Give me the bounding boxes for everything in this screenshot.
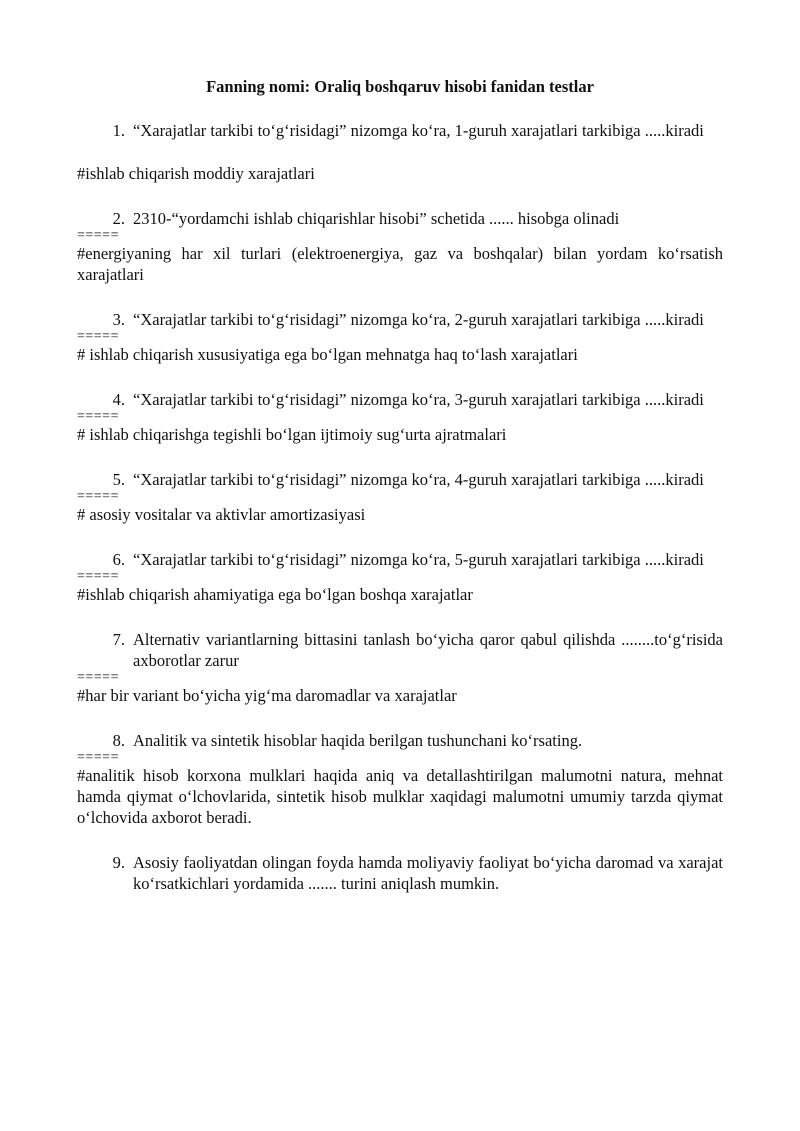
answer-separator: =====	[77, 670, 119, 685]
question-text: “Xarajatlar tarkibi to‘g‘risidagi” nizomga ko‘ra, 5-guruh xarajatlari tarkibiga .....kiradi	[133, 550, 704, 569]
answer-6: #ishlab chiqarish ahamiyatiga ega bo‘lgan boshqa xarajatlar	[77, 585, 473, 604]
answer-8: #analitik hisob korxona mulklari haqida aniq va detallashtirilgan malumotni natura, mehnat hamda qiymat o‘lchovlarida, sintetik hisob mulklar xaqidagi malumotni umumiy tarzda qiymat o‘lchovida axborot beradi.	[77, 766, 723, 827]
question-text: “Xarajatlar tarkibi to‘g‘risidagi” nizomga ko‘ra, 3-guruh xarajatlari tarkibiga .....kiradi	[133, 390, 704, 409]
answer-4: # ishlab chiqarishga tegishli bo‘lgan ijtimoiy sug‘urta ajratmalari	[77, 425, 507, 444]
answer-separator: =====	[77, 409, 119, 424]
question-number: 4.	[112, 390, 125, 409]
question-3	[77, 309, 723, 330]
answer-5: # asosiy vositalar va aktivlar amortizasiyasi	[77, 505, 366, 524]
question-text: “Xarajatlar tarkibi to‘g‘risidagi” nizomga ko‘ra, 4-guruh xarajatlari tarkibiga .....kiradi	[133, 470, 704, 489]
question-text: 2310-“yordamchi ishlab chiqarishlar hisobi” schetida ...... hisobga olinadi	[133, 209, 620, 228]
question-text: “Xarajatlar tarkibi to‘g‘risidagi” nizomga ko‘ra, 1-guruh xarajatlari tarkibiga .....kiradi	[133, 121, 704, 140]
question-6	[77, 549, 723, 570]
answer-2: #energiyaning har xil turlari (elektroenergiya, gaz va boshqalar) bilan yordam ko‘rsatish xarajatlari	[77, 244, 723, 284]
question-number: 8.	[112, 731, 125, 750]
question-number: 9.	[112, 853, 125, 872]
answer-separator: =====	[77, 329, 119, 344]
question-number: 5.	[112, 470, 125, 489]
question-number: 3.	[112, 310, 125, 329]
question-4	[77, 389, 723, 410]
question-number: 6.	[112, 550, 125, 569]
question-9	[77, 852, 723, 894]
answer-separator: =====	[77, 569, 119, 584]
question-text: “Xarajatlar tarkibi to‘g‘risidagi” nizomga ko‘ra, 2-guruh xarajatlari tarkibiga .....kiradi	[133, 310, 704, 329]
question-text: Analitik va sintetik hisoblar haqida berilgan tushunchani ko‘rsating.	[133, 731, 583, 750]
question-number: 1.	[112, 121, 125, 140]
question-2	[77, 208, 723, 229]
answer-7: #har bir variant bo‘yicha yig‘ma daromadlar va xarajatlar	[77, 686, 457, 705]
question-5	[77, 469, 723, 490]
question-number: 2.	[112, 209, 125, 228]
question-8	[77, 730, 723, 751]
question-number: 7.	[112, 630, 125, 649]
document-title: Fanning nomi: Oraliq boshqaruv hisobi fanidan testlar	[206, 77, 594, 96]
question-7	[77, 629, 723, 671]
question-text: Alternativ variantlarning bittasini tanlash bo‘yicha qaror qabul qilishda ........to‘g‘risida axborotlar zarur	[133, 630, 723, 670]
answer-separator: =====	[77, 228, 119, 243]
answer-separator: =====	[77, 750, 119, 765]
question-text: Asosiy faoliyatdan olingan foyda hamda moliyaviy faoliyat bo‘yicha daromad va xarajat ko‘rsatkichlari yordamida ....... turini aniqlash mumkin.	[133, 853, 723, 893]
answer-1: #ishlab chiqarish moddiy xarajatlari	[77, 164, 315, 183]
answer-3: # ishlab chiqarish xususiyatiga ega bo‘lgan mehnatga haq to‘lash xarajatlari	[77, 345, 578, 364]
question-1	[77, 120, 723, 141]
answer-separator: =====	[77, 489, 119, 504]
